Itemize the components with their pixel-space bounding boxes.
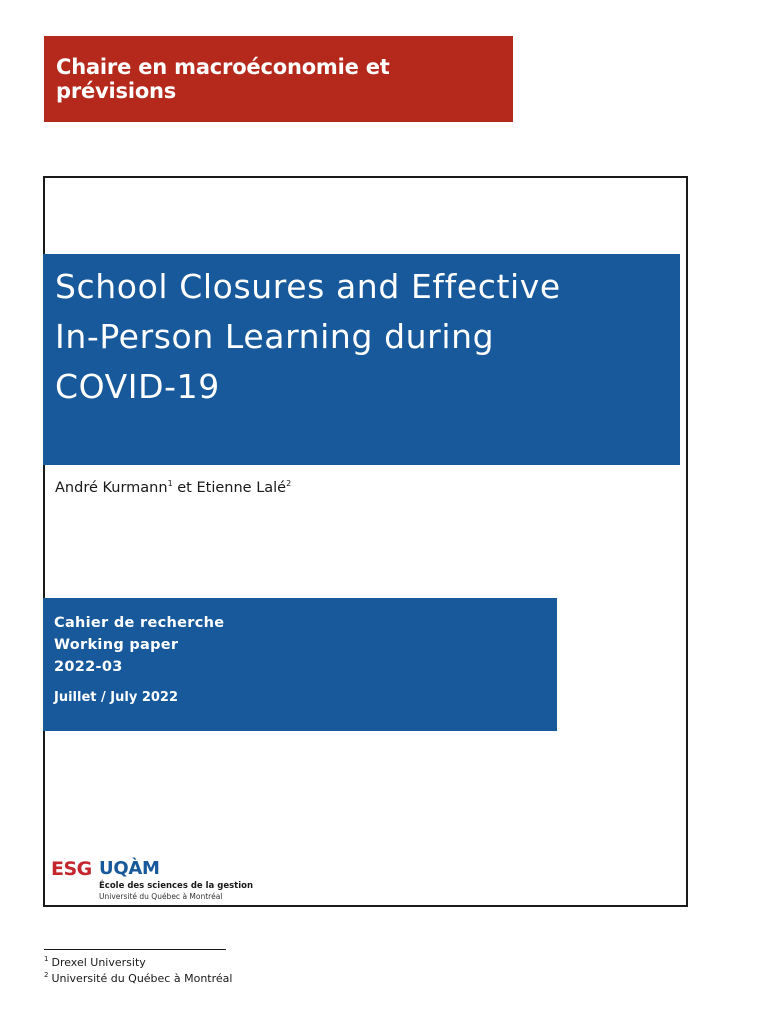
chair-banner bbox=[44, 36, 513, 122]
series-label-fr: Cahier de recherche bbox=[54, 615, 225, 631]
paper-title-line-2: In-Person Learning during bbox=[55, 317, 495, 356]
footnote-1-text: Drexel University bbox=[51, 956, 146, 969]
logo-school-name: École des sciences de la gestion bbox=[99, 881, 254, 891]
footnote-1 bbox=[44, 955, 232, 971]
esg-wordmark: ESG bbox=[51, 858, 92, 880]
footnote-divider bbox=[44, 949, 226, 950]
logo-university-name: Université du Québec à Montréal bbox=[99, 892, 223, 901]
authors-line bbox=[55, 480, 291, 496]
working-paper-block bbox=[43, 598, 557, 731]
footnote-1-mark: 1 bbox=[44, 955, 49, 964]
publication-date: Juillet / July 2022 bbox=[54, 690, 179, 705]
footnote-2-mark: 2 bbox=[44, 971, 49, 980]
author-kurmann: André Kurmann bbox=[55, 480, 168, 496]
author-lale-footnote-mark: 2 bbox=[286, 479, 292, 489]
author-connector: et bbox=[172, 480, 197, 496]
author-lale: Etienne Lalé bbox=[196, 480, 287, 496]
esg-uqam-logo bbox=[51, 857, 254, 905]
title-block bbox=[43, 254, 680, 465]
paper-title-line-1: School Closures and Effective bbox=[55, 267, 561, 306]
author-kurmann-footnote-mark: 1 bbox=[167, 479, 173, 489]
uqam-wordmark: UQÀM bbox=[99, 858, 160, 879]
footnote-2-text: Université du Québec à Montréal bbox=[51, 972, 233, 985]
footnote-2 bbox=[44, 971, 232, 987]
footnotes bbox=[44, 955, 232, 987]
series-label-en: Working paper bbox=[54, 637, 179, 653]
paper-title-line-3: COVID-19 bbox=[55, 367, 220, 406]
paper-number: 2022-03 bbox=[54, 659, 123, 675]
chair-title: Chaire en macroéconomie et prévisions bbox=[56, 55, 390, 103]
